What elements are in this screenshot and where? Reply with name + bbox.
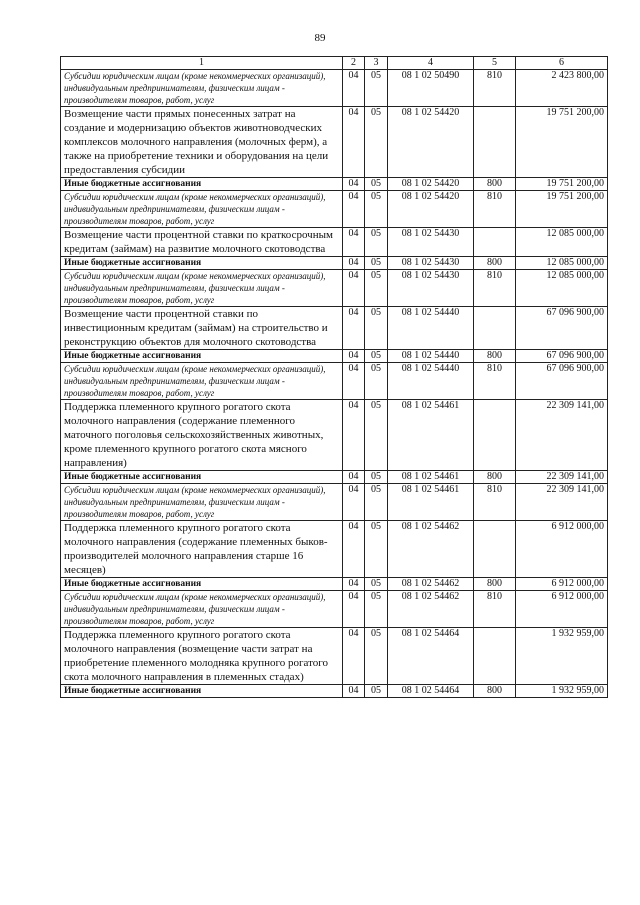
- header-cell: 3: [365, 57, 388, 70]
- subsection-code-cell: 05: [365, 228, 388, 257]
- row-name-cell: Возмещение части процентной ставки по краткосрочным кредитам (займам) на развитие молочного скотоводства: [61, 228, 343, 257]
- subsection-code-cell: 05: [365, 363, 388, 400]
- target-article-cell: 08 1 02 54430: [388, 270, 474, 307]
- expense-type-cell: 800: [474, 257, 516, 270]
- subsection-code-cell: 05: [365, 270, 388, 307]
- target-article-cell: 08 1 02 54462: [388, 521, 474, 578]
- amount-cell: 22 309 141,00: [516, 484, 608, 521]
- target-article-cell: 08 1 02 54462: [388, 578, 474, 591]
- amount-cell: 67 096 900,00: [516, 363, 608, 400]
- section-code-cell: 04: [343, 628, 365, 685]
- target-article-cell: 08 1 02 54462: [388, 591, 474, 628]
- expense-type-cell: [474, 521, 516, 578]
- header-cell: 6: [516, 57, 608, 70]
- table-row: [61, 363, 608, 400]
- row-name-cell: Иные бюджетные ассигнования: [61, 685, 343, 698]
- subsection-code-cell: 05: [365, 484, 388, 521]
- table-row: [61, 628, 608, 685]
- section-code-cell: 04: [343, 591, 365, 628]
- expense-type-cell: 800: [474, 685, 516, 698]
- amount-cell: 67 096 900,00: [516, 307, 608, 350]
- amount-cell: 12 085 000,00: [516, 257, 608, 270]
- expense-type-cell: [474, 400, 516, 471]
- row-name-cell: Субсидии юридическим лицам (кроме некоммерческих организаций), индивидуальным предпринимателям, физическим лицам - производителям товаров, работ, услуг: [61, 70, 343, 107]
- table-row: [61, 484, 608, 521]
- section-code-cell: 04: [343, 107, 365, 178]
- section-code-cell: 04: [343, 685, 365, 698]
- amount-cell: 22 309 141,00: [516, 400, 608, 471]
- section-code-cell: 04: [343, 178, 365, 191]
- expense-type-cell: 810: [474, 70, 516, 107]
- target-article-cell: 08 1 02 54461: [388, 484, 474, 521]
- expense-type-cell: 800: [474, 350, 516, 363]
- expense-type-cell: 810: [474, 191, 516, 228]
- table-row: [61, 70, 608, 107]
- target-article-cell: 08 1 02 54430: [388, 228, 474, 257]
- table-row: [61, 191, 608, 228]
- expense-type-cell: 810: [474, 270, 516, 307]
- row-name-cell: Поддержка племенного крупного рогатого скота молочного направления (содержание племенного маточного поголовья сельскохозяйственных животных, кроме племенного крупного рогатого скота мясного направления): [61, 400, 343, 471]
- table-row: [61, 178, 608, 191]
- target-article-cell: 08 1 02 50490: [388, 70, 474, 107]
- page-number: 89: [314, 32, 326, 44]
- section-code-cell: 04: [343, 400, 365, 471]
- target-article-cell: 08 1 02 54461: [388, 400, 474, 471]
- section-code-cell: 04: [343, 484, 365, 521]
- expense-type-cell: 810: [474, 591, 516, 628]
- target-article-cell: 08 1 02 54420: [388, 178, 474, 191]
- header-cell: 1: [61, 57, 343, 70]
- expense-type-cell: 810: [474, 363, 516, 400]
- table-row: [61, 471, 608, 484]
- target-article-cell: 08 1 02 54440: [388, 307, 474, 350]
- expense-type-cell: 800: [474, 578, 516, 591]
- section-code-cell: 04: [343, 521, 365, 578]
- amount-cell: 19 751 200,00: [516, 191, 608, 228]
- row-name-cell: Возмещение части процентной ставки по инвестиционным кредитам (займам) на строительство и реконструкцию объектов для молочного скотоводства: [61, 307, 343, 350]
- row-name-cell: Субсидии юридическим лицам (кроме некоммерческих организаций), индивидуальным предпринимателям, физическим лицам - производителям товаров, работ, услуг: [61, 591, 343, 628]
- section-code-cell: 04: [343, 471, 365, 484]
- subsection-code-cell: 05: [365, 471, 388, 484]
- amount-cell: 19 751 200,00: [516, 107, 608, 178]
- amount-cell: 22 309 141,00: [516, 471, 608, 484]
- row-name-cell: Иные бюджетные ассигнования: [61, 471, 343, 484]
- expense-type-cell: [474, 628, 516, 685]
- row-name-cell: Иные бюджетные ассигнования: [61, 350, 343, 363]
- table-row: [61, 107, 608, 178]
- table-row: [61, 591, 608, 628]
- table-row: [61, 270, 608, 307]
- budget-table: [60, 56, 608, 698]
- row-name-cell: Субсидии юридическим лицам (кроме некоммерческих организаций), индивидуальным предпринимателям, физическим лицам - производителям товаров, работ, услуг: [61, 191, 343, 228]
- header-cell: 4: [388, 57, 474, 70]
- amount-cell: 12 085 000,00: [516, 228, 608, 257]
- expense-type-cell: [474, 307, 516, 350]
- subsection-code-cell: 05: [365, 70, 388, 107]
- subsection-code-cell: 05: [365, 521, 388, 578]
- table-header-row: [61, 57, 608, 70]
- amount-cell: 6 912 000,00: [516, 521, 608, 578]
- subsection-code-cell: 05: [365, 591, 388, 628]
- subsection-code-cell: 05: [365, 578, 388, 591]
- target-article-cell: 08 1 02 54440: [388, 350, 474, 363]
- section-code-cell: 04: [343, 363, 365, 400]
- amount-cell: 2 423 800,00: [516, 70, 608, 107]
- table-row: [61, 578, 608, 591]
- subsection-code-cell: 05: [365, 178, 388, 191]
- expense-type-cell: 800: [474, 471, 516, 484]
- row-name-cell: Субсидии юридическим лицам (кроме некоммерческих организаций), индивидуальным предпринимателям, физическим лицам - производителям товаров, работ, услуг: [61, 363, 343, 400]
- section-code-cell: 04: [343, 270, 365, 307]
- subsection-code-cell: 05: [365, 107, 388, 178]
- amount-cell: 12 085 000,00: [516, 270, 608, 307]
- expense-type-cell: 810: [474, 484, 516, 521]
- target-article-cell: 08 1 02 54430: [388, 257, 474, 270]
- table-row: [61, 685, 608, 698]
- amount-cell: 6 912 000,00: [516, 591, 608, 628]
- amount-cell: 19 751 200,00: [516, 178, 608, 191]
- amount-cell: 1 932 959,00: [516, 628, 608, 685]
- subsection-code-cell: 05: [365, 307, 388, 350]
- section-code-cell: 04: [343, 578, 365, 591]
- section-code-cell: 04: [343, 228, 365, 257]
- table-row: [61, 228, 608, 257]
- subsection-code-cell: 05: [365, 350, 388, 363]
- target-article-cell: 08 1 02 54440: [388, 363, 474, 400]
- target-article-cell: 08 1 02 54420: [388, 107, 474, 178]
- section-code-cell: 04: [343, 257, 365, 270]
- section-code-cell: 04: [343, 70, 365, 107]
- row-name-cell: Поддержка племенного крупного рогатого скота молочного направления (содержание племенных быков-производителей молочного направления старше 16 месяцев): [61, 521, 343, 578]
- amount-cell: 67 096 900,00: [516, 350, 608, 363]
- subsection-code-cell: 05: [365, 685, 388, 698]
- table-row: [61, 307, 608, 350]
- row-name-cell: Иные бюджетные ассигнования: [61, 257, 343, 270]
- subsection-code-cell: 05: [365, 628, 388, 685]
- header-cell: 5: [474, 57, 516, 70]
- expense-type-cell: [474, 107, 516, 178]
- amount-cell: 1 932 959,00: [516, 685, 608, 698]
- row-name-cell: Субсидии юридическим лицам (кроме некоммерческих организаций), индивидуальным предпринимателям, физическим лицам - производителям товаров, работ, услуг: [61, 270, 343, 307]
- table-row: [61, 521, 608, 578]
- row-name-cell: Поддержка племенного крупного рогатого скота молочного направления (возмещение части затрат на приобретение племенного молодняка крупного рогатого скота молочного направления в племенных стадах): [61, 628, 343, 685]
- amount-cell: 6 912 000,00: [516, 578, 608, 591]
- row-name-cell: Иные бюджетные ассигнования: [61, 178, 343, 191]
- table-row: [61, 400, 608, 471]
- expense-type-cell: 800: [474, 178, 516, 191]
- section-code-cell: 04: [343, 307, 365, 350]
- target-article-cell: 08 1 02 54461: [388, 471, 474, 484]
- target-article-cell: 08 1 02 54464: [388, 628, 474, 685]
- target-article-cell: 08 1 02 54464: [388, 685, 474, 698]
- row-name-cell: Иные бюджетные ассигнования: [61, 578, 343, 591]
- section-code-cell: 04: [343, 350, 365, 363]
- row-name-cell: Субсидии юридическим лицам (кроме некоммерческих организаций), индивидуальным предпринимателям, физическим лицам - производителям товаров, работ, услуг: [61, 484, 343, 521]
- row-name-cell: Возмещение части прямых понесенных затрат на создание и модернизацию объектов животноводческих комплексов молочного направления (молочных ферм), а также на приобретение техники и оборудования на цели предоставления субсидии: [61, 107, 343, 178]
- table-row: [61, 257, 608, 270]
- expense-type-cell: [474, 228, 516, 257]
- subsection-code-cell: 05: [365, 257, 388, 270]
- header-cell: 2: [343, 57, 365, 70]
- section-code-cell: 04: [343, 191, 365, 228]
- target-article-cell: 08 1 02 54420: [388, 191, 474, 228]
- table-row: [61, 350, 608, 363]
- subsection-code-cell: 05: [365, 191, 388, 228]
- subsection-code-cell: 05: [365, 400, 388, 471]
